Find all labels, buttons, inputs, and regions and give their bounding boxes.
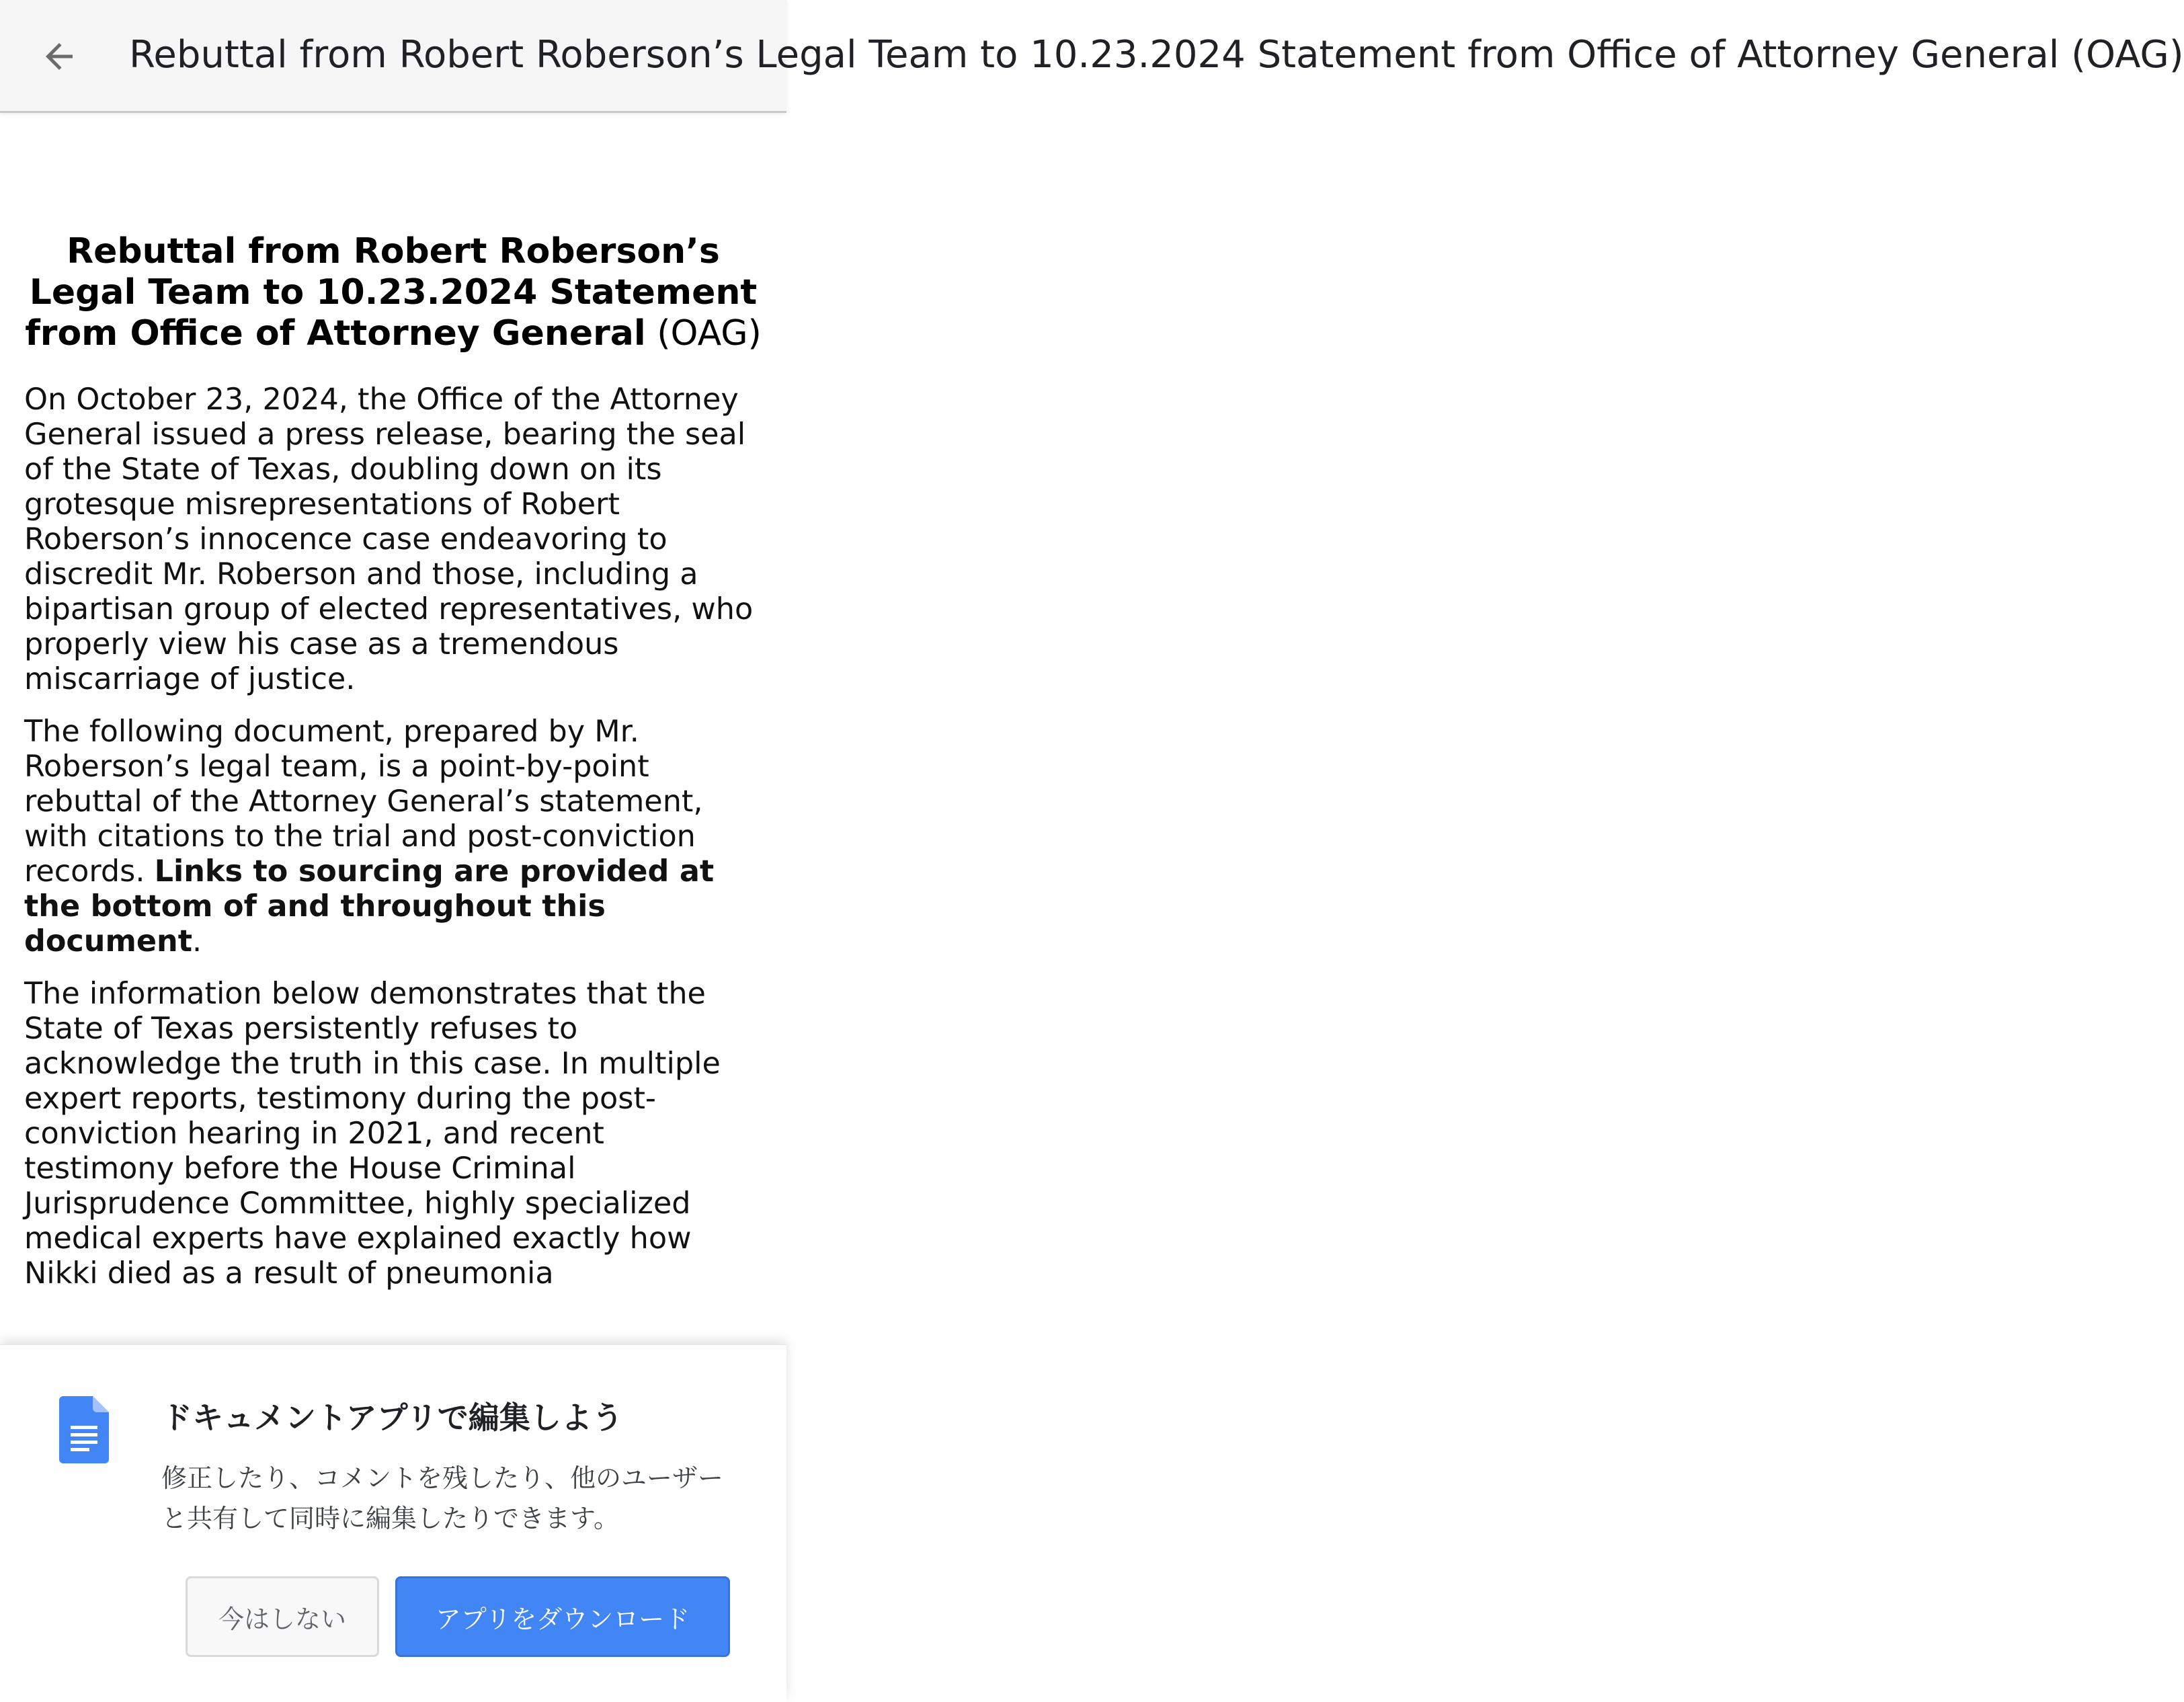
- paragraph-2-text: The following document, prepared by Mr. Roberson’s legal team, is a point-by-point rebuttal of the Attorney General’s statement, with citations to the trial and post-conviction records.: [24, 715, 703, 889]
- sheet-description: 修正したり、コメントを残したり、他のユーザーと共有して同時に編集したりできます。: [161, 1463, 724, 1533]
- document-heading: [24, 231, 762, 354]
- google-docs-icon: [59, 1396, 109, 1463]
- install-app-bottom-sheet: [0, 1344, 786, 1702]
- arrow-back-icon: [39, 36, 79, 77]
- sheet-title: ドキュメントアプリで編集しよう: [161, 1400, 623, 1436]
- paragraph-2-bold: Links to sourcing are provided at the bottom of and throughout this document: [24, 854, 715, 959]
- back-button[interactable]: [32, 30, 86, 83]
- top-app-bar: [0, 0, 2184, 113]
- document-heading-suffix: (OAG): [645, 313, 762, 354]
- document-heading-bold: Rebuttal from Robert Roberson’s Legal Team to 10.23.2024 Statement from Office of Attorney General: [25, 231, 758, 354]
- paragraph-2-end: .: [192, 924, 202, 959]
- paragraph-2: [24, 715, 762, 959]
- document-content[interactable]: [24, 113, 762, 1344]
- not-now-button[interactable]: 今はしない: [186, 1576, 379, 1657]
- paragraph-3: The information below demonstrates that the State of Texas persistently refuses to acknowledge the truth in this case. In multiple expert reports, testimony during the post-conviction hearing in 2021, and recent testimony before the House Criminal Jurisprudence Committee, highly specialized medical experts have explained exactly how Nikki died as a result of pneumonia: [24, 977, 721, 1291]
- paragraph-1: On October 23, 2024, the Office of the Attorney General issued a press release, bearing the seal of the State of Texas, doubling down on its grotesque misrepresentations of Robert Roberson’s innocence case endeavoring to discredit Mr. Roberson and those, including a bipartisan group of elected representatives, who properly view his case as a tremendous miscarriage of justice.: [24, 382, 754, 696]
- download-app-button[interactable]: アプリをダウンロード: [395, 1576, 730, 1657]
- document-title-bar: Rebuttal from Robert Roberson’s Legal Team to 10.23.2024 Statement from Office of Attorney General (OAG): [129, 33, 2184, 77]
